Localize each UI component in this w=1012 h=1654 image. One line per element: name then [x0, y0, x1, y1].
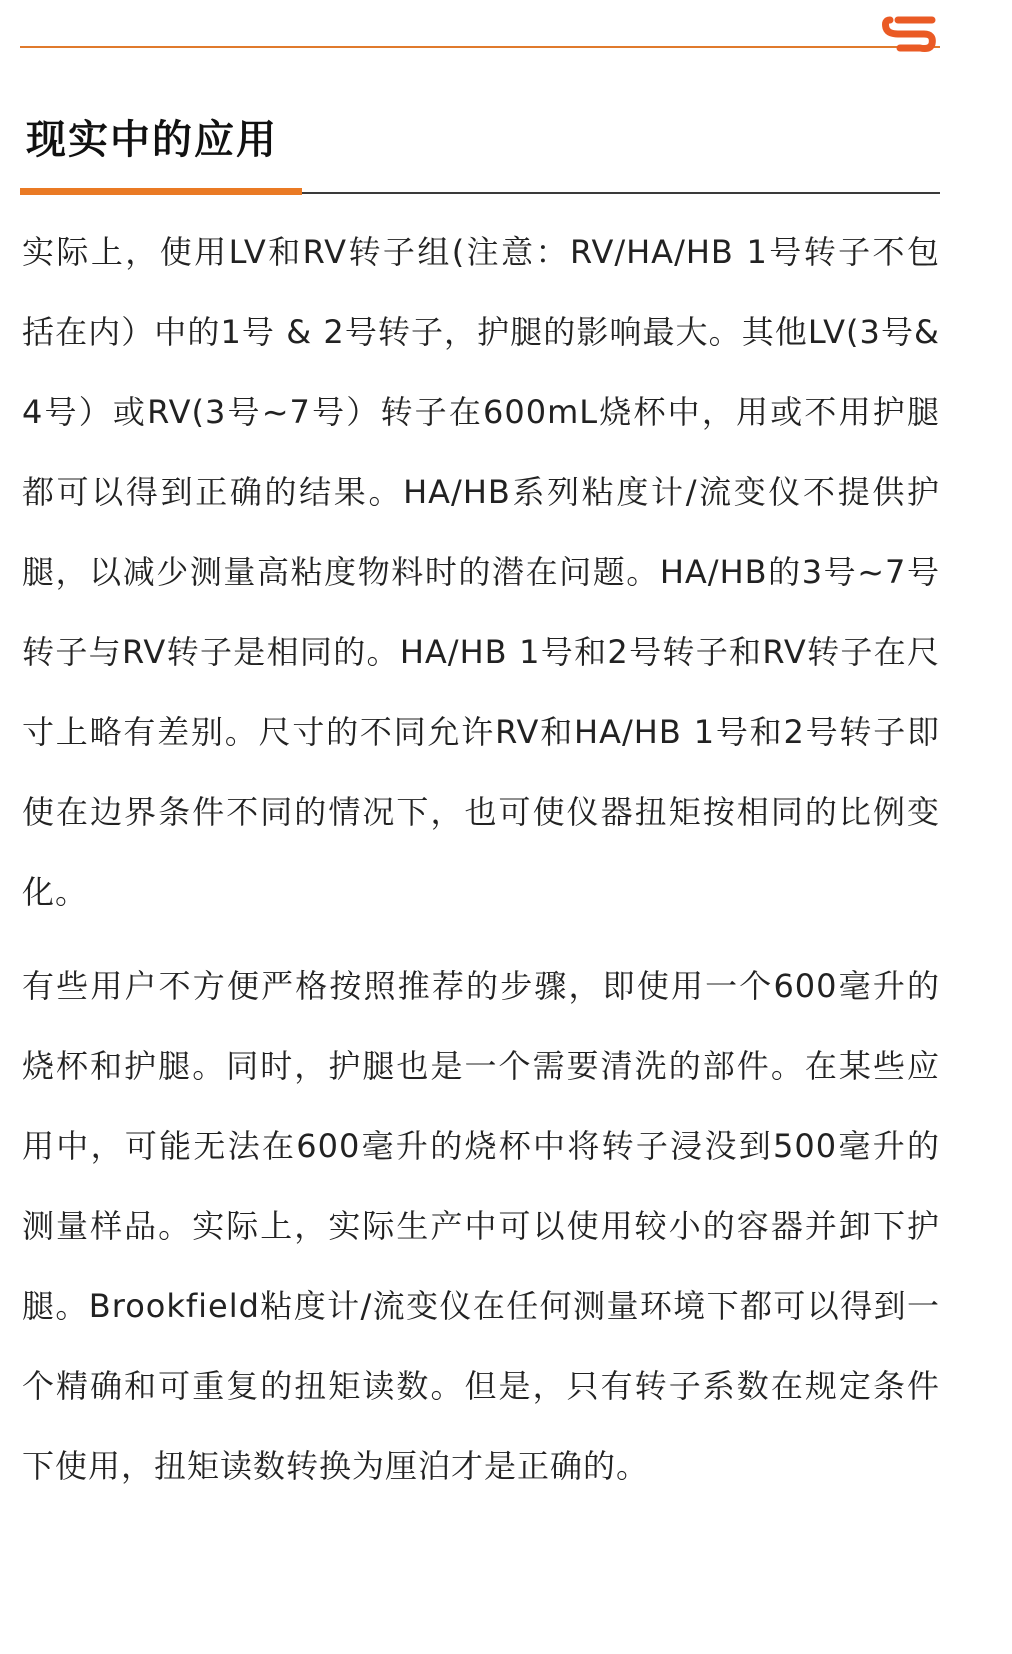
body-paragraph-2: 有些用户不方便严格按照推荐的步骤，即使用一个600毫升的烧杯和护腿。同时，护腿也是一个需要清洗的部件。在某些应用中，可能无法在600毫升的烧杯中将转子浸没到500毫升的测量样品。实际上，实际生产中可以使用较小的容器并卸下护腿。Brookfield粘度计/流变仪在任何测量环境下都可以得到一个精确和可重复的扭矩读数。但是，只有转子系数在规定条件下使用，扭矩读数转换为厘泊才是正确的。: [22, 967, 940, 1485]
header-divider: [20, 46, 940, 48]
section-title: 现实中的应用: [26, 117, 278, 163]
brand-s-logo-icon: [880, 14, 940, 54]
title-underline-accent: [20, 188, 302, 195]
body-paragraph-1: 实际上，使用LV和RV转子组(注意：RV/HA/HB 1号转子不包括在内）中的1号 & 2号转子，护腿的影响最大。其他LV(3号&4号）或RV(3号~7号）转子在600mL烧杯中，用或不用护腿都可以得到正确的结果。HA/HB系列粘度计/流变仪不提供护腿，以减少测量高粘度物料时的潜在问题。HA/HB的3号~7号转子与RV转子是相同的。HA/HB 1号和2号转子和RV转子在尺寸上略有差别。尺寸的不同允许RV和HA/HB 1号和2号转子即使在边界条件不同的情况下，也可使仪器扭矩按相同的比例变化。: [22, 233, 940, 911]
